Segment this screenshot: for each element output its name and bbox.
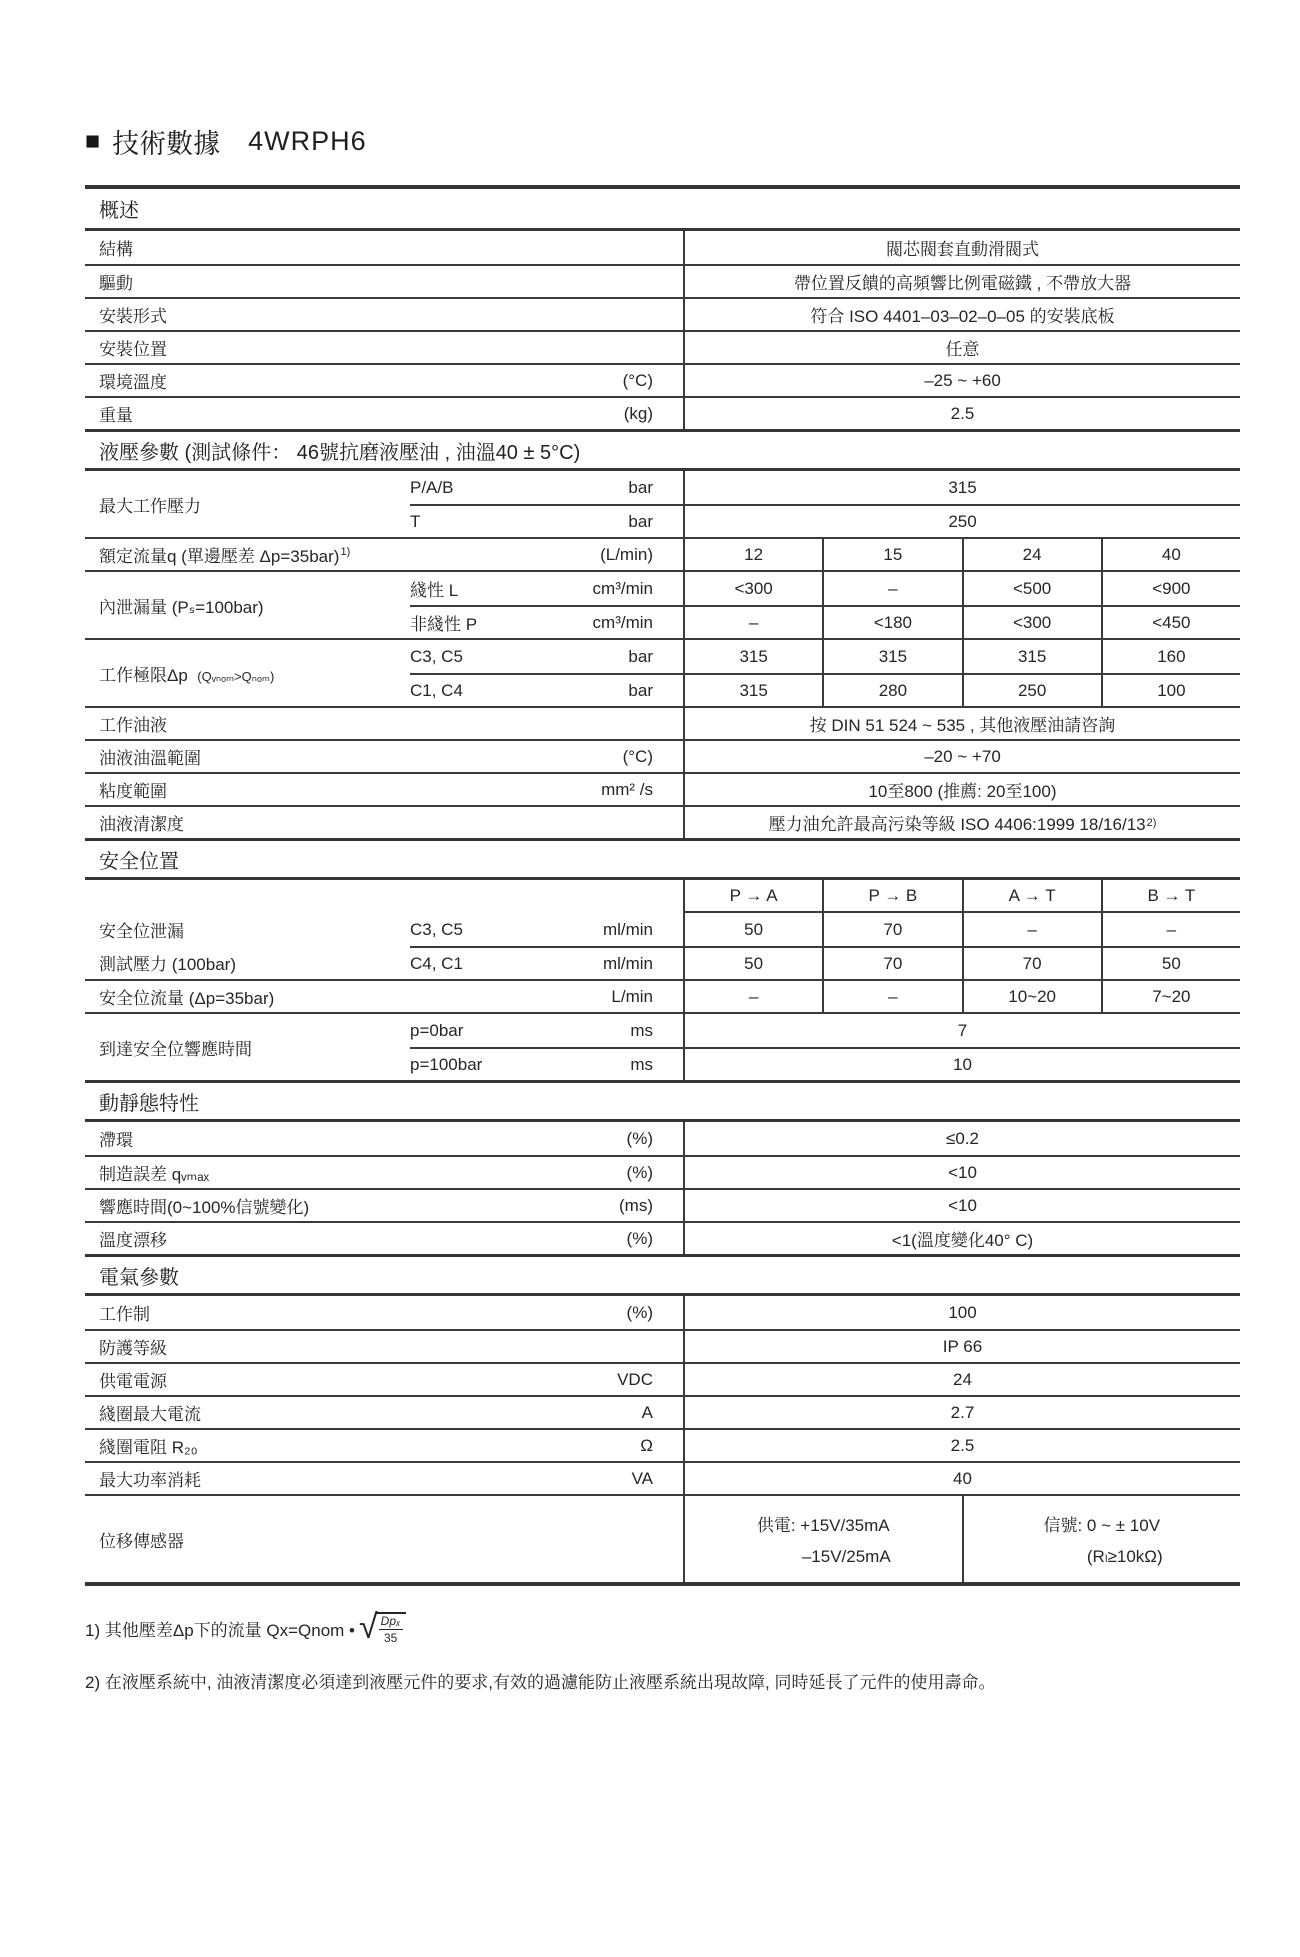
sub-row: [410, 572, 1240, 605]
footnote-1: [85, 1602, 1240, 1654]
row-value-text: 壓力油允許最高污染等級 ISO 4406:1999 18/16/13: [768, 815, 1146, 834]
value-cell: 10~20: [962, 981, 1101, 1012]
row-label-text: 工作極限Δp: [99, 665, 188, 685]
row-value-area: [683, 981, 1240, 1012]
row-left: [85, 1496, 683, 1582]
table-row-response-time-signal: [85, 1188, 1240, 1221]
row-value: –20 ~ +70: [924, 746, 1001, 766]
row-unit: (%): [626, 1302, 653, 1322]
sub-label: p=100bar: [410, 1054, 483, 1074]
table-row-fluid-temp-range: [85, 739, 1240, 772]
datasheet-page: [0, 122, 1300, 1693]
value-cell: <900: [1101, 572, 1240, 605]
row-unit: mm² /s: [601, 779, 653, 799]
footnote-1-text: 1) 其他壓差Δp下的流量 Qx=Qnom •: [85, 1620, 355, 1640]
row-unit: VA: [631, 1468, 653, 1488]
row-value-area: [683, 1223, 1240, 1254]
col-header-a-to-t: A → T: [962, 880, 1101, 911]
value-cell: 70: [822, 913, 961, 946]
table-row-cleanliness: [85, 805, 1240, 838]
row-label: [99, 661, 410, 686]
row-value-area: [683, 231, 1240, 264]
row-value-area: [683, 741, 1240, 772]
table-row-weight: [85, 396, 1240, 429]
row-value-area: [683, 332, 1240, 363]
sensor-signal-cell: [962, 1496, 1241, 1582]
value-cell: 315: [962, 640, 1101, 673]
row-unit: (°C): [622, 746, 653, 766]
row-value: 315: [948, 477, 977, 497]
row-value-area: [683, 1296, 1240, 1329]
row-unit: bar: [628, 646, 653, 666]
row-label: 結構: [99, 240, 133, 259]
group-rows: [410, 640, 1240, 706]
row-label: 重量: [99, 406, 133, 425]
value-cell: 100: [1101, 675, 1240, 706]
table-row-protection-class: [85, 1329, 1240, 1362]
value-cell: <500: [962, 572, 1101, 605]
value-cell: 7~20: [1101, 981, 1240, 1012]
section-title-safety: 安全位置: [85, 838, 1240, 880]
row-left: [85, 365, 683, 396]
table-row-structure: [85, 231, 1240, 264]
value-cell: 250: [962, 675, 1101, 706]
row-group-max-pressure: [85, 471, 1240, 537]
sub-row: [410, 504, 1240, 537]
group-label: [85, 572, 410, 638]
row-value: 帶位置反饋的高頻響比例電磁鐵 , 不帶放大器: [793, 274, 1132, 293]
row-left: [85, 539, 683, 570]
row-value: 10: [953, 1054, 972, 1074]
row-unit: (L/min): [600, 544, 653, 564]
row-label: 安裝形式: [99, 307, 167, 326]
section-title-dynamic: 動靜態特性: [85, 1080, 1240, 1122]
row-left: [85, 332, 683, 363]
value-cell: 315: [739, 680, 768, 700]
row-value: 24: [953, 1369, 972, 1389]
value-cell: 280: [822, 675, 961, 706]
row-label: 內泄漏量 (Pₛ=100bar): [99, 597, 264, 617]
sensor-supply-cell: [685, 1496, 962, 1582]
page-title: [85, 122, 1240, 161]
table-row-position-sensor: [85, 1494, 1240, 1582]
value-cell: –: [822, 981, 961, 1012]
row-left: [85, 981, 683, 1012]
row-label: 驅動: [99, 274, 133, 293]
row-value: 7: [957, 1020, 968, 1040]
row-left: [85, 1397, 683, 1428]
value-cell: 50: [744, 953, 764, 973]
sub-label: 非綫性 P: [410, 615, 478, 634]
spec-table: [85, 185, 1240, 1586]
row-label: 粘度範圍: [99, 782, 167, 801]
value-cell: 315: [739, 646, 768, 666]
row-value-area: [683, 774, 1240, 805]
section-title-overview: 概述: [85, 189, 1240, 231]
row-unit: cm³/min: [592, 612, 653, 632]
row-label: 工作制: [99, 1305, 150, 1324]
row-unit: (kg): [623, 403, 653, 423]
row-unit: (%): [626, 1162, 653, 1182]
value-cell: <450: [1101, 607, 1240, 638]
value-cell: –: [748, 986, 759, 1006]
row-unit: (°C): [622, 370, 653, 390]
row-unit: bar: [628, 511, 653, 531]
row-value-area: [683, 1014, 1240, 1047]
row-left: [85, 1463, 683, 1494]
group-label: [85, 640, 410, 706]
value-cell-size12: 12: [744, 544, 764, 564]
row-label: 工作油液: [99, 716, 167, 735]
sub-label: C4, C1: [410, 953, 463, 973]
row-value-area: [683, 880, 1240, 913]
row-value-area: [683, 675, 1240, 706]
sub-label: C3, C5: [410, 919, 463, 939]
sub-left: [410, 675, 683, 706]
sub-label: p=0bar: [410, 1020, 464, 1040]
row-value-area: [683, 1049, 1240, 1080]
sub-label: C3, C5: [410, 646, 463, 666]
row-label: 制造誤差 qᵥₘₐₓ: [99, 1165, 210, 1184]
row-value-area: [683, 471, 1240, 504]
row-left: [85, 299, 683, 330]
row-left: [85, 1223, 683, 1254]
table-row-mounting-position: [85, 330, 1240, 363]
sub-left: [410, 572, 683, 605]
row-value-area: [683, 1157, 1240, 1188]
row-label: 供電電源: [99, 1372, 167, 1391]
sub-left: [410, 506, 683, 537]
row-value: 40: [953, 1468, 972, 1488]
row-unit: (ms): [619, 1195, 653, 1215]
sub-label: T: [410, 511, 421, 531]
value-cell: <300: [962, 607, 1101, 638]
flow-formula: [359, 1607, 406, 1646]
row-unit: bar: [628, 477, 653, 497]
row-value: 10至800 (推薦: 20至100): [868, 782, 1057, 801]
sub-label: 綫性 L: [410, 581, 459, 600]
row-value: 任意: [945, 340, 980, 359]
sub-left: [410, 948, 683, 979]
row-unit: VDC: [617, 1369, 653, 1389]
row-left: [85, 1122, 683, 1155]
table-row-manufacturing-tolerance: [85, 1155, 1240, 1188]
table-row-supply-voltage: [85, 1362, 1240, 1395]
sub-row: [410, 1047, 1240, 1080]
row-unit: Ω: [640, 1435, 653, 1455]
row-value: <1(溫度變化40° C): [891, 1231, 1034, 1250]
table-row-safety-flow: [85, 979, 1240, 1012]
row-label: 油液油溫範圍: [99, 749, 201, 768]
table-row-max-power: [85, 1461, 1240, 1494]
value-cell-size40: 40: [1101, 539, 1240, 570]
section-title-hydraulic: 液壓參數 (測試條件： 46號抗磨液壓油 , 油溫40 ± 5°C): [85, 429, 1240, 471]
row-label-text: 額定流量q (單邊壓差 Δp=35bar): [99, 547, 340, 566]
row-group-safety-leakage: [85, 880, 1240, 979]
row-left: [85, 398, 683, 429]
row-group-operating-limits: [85, 638, 1240, 706]
row-value: [685, 807, 1240, 838]
sensor-signal-line2: (Rₗ≥10kΩ): [1086, 1547, 1163, 1566]
value-cell: 315: [822, 640, 961, 673]
row-left: [85, 231, 683, 264]
formula-fraction: [376, 1612, 406, 1645]
sub-label: C1, C4: [410, 680, 463, 700]
row-value: –25 ~ +60: [924, 370, 1001, 390]
value-cell: 50: [744, 919, 764, 939]
row-value: 2.7: [950, 1402, 975, 1422]
row-value-area: [683, 299, 1240, 330]
row-unit: (%): [626, 1128, 653, 1148]
row-label: 滯環: [99, 1131, 133, 1150]
row-unit: ms: [630, 1020, 653, 1040]
table-row-duty-cycle: [85, 1296, 1240, 1329]
value-cell: –: [822, 572, 961, 605]
row-value: 100: [948, 1302, 977, 1322]
group-rows: [410, 471, 1240, 537]
sub-left: [410, 471, 683, 504]
value-cell-size15: 15: [822, 539, 961, 570]
row-value-area: [683, 708, 1240, 739]
row-left: [85, 741, 683, 772]
group-rows: [410, 572, 1240, 638]
row-label: 最大功率消耗: [99, 1471, 201, 1490]
row-label: 安裝位置: [99, 340, 167, 359]
row-label: 測試壓力 (100bar): [99, 955, 236, 974]
row-unit: ms: [630, 1054, 653, 1074]
row-left: [85, 1190, 683, 1221]
row-value: <10: [948, 1162, 977, 1182]
sub-row: [410, 673, 1240, 706]
row-label: 安全位流量 (Δp=35bar): [99, 989, 275, 1008]
row-value-area: [683, 398, 1240, 429]
sub-left: [410, 640, 683, 673]
model-number: 4WRPH6: [248, 126, 367, 156]
row-group-leakage: [85, 570, 1240, 638]
row-value: <10: [948, 1195, 977, 1215]
square-bullet-icon: ■: [85, 127, 101, 155]
value-cell: 50: [1101, 948, 1240, 979]
table-row-hysteresis: [85, 1122, 1240, 1155]
row-label: 防護等級: [99, 1339, 167, 1358]
table-row-max-coil-current: [85, 1395, 1240, 1428]
row-left: [85, 1430, 683, 1461]
row-label: 到達安全位響應時間: [99, 1039, 252, 1059]
row-value: ≤0.2: [946, 1128, 979, 1148]
table-row-actuation: [85, 264, 1240, 297]
row-value: 2.5: [950, 403, 975, 423]
row-label: 最大工作壓力: [99, 496, 201, 516]
fraction-denominator: 35: [383, 1630, 398, 1645]
row-value: 250: [948, 511, 977, 531]
row-value-area: [683, 365, 1240, 396]
table-row-mounting-type: [85, 297, 1240, 330]
sensor-signal-line1: 信號: 0 ~ ± 10V: [1043, 1516, 1161, 1535]
table-row-nominal-flow: [85, 537, 1240, 570]
sensor-supply-line1: 供電: +15V/35mA: [756, 1516, 890, 1535]
row-value: 閥芯閥套直動滑閥式: [886, 240, 1039, 259]
value-cell: 70: [962, 948, 1101, 979]
group-label: [85, 880, 410, 979]
value-cell: 70: [822, 948, 961, 979]
footnote-2: 2) 在液壓系統中, 油液清潔度必須達到液壓元件的要求,有效的過濾能防止液壓系統出現故障, 同時延長了元件的使用壽命。: [85, 1673, 996, 1692]
row-label: 位移傳感器: [99, 1531, 184, 1551]
row-value-area: [683, 506, 1240, 537]
row-label: 環境溫度: [99, 373, 167, 392]
row-unit: L/min: [611, 986, 653, 1006]
row-value: 符合 ISO 4401–03–02–0–05 的安裝底板: [810, 307, 1115, 326]
sub-left: [410, 1014, 683, 1047]
row-left: [85, 807, 683, 838]
value-cell: –: [962, 913, 1101, 946]
sub-row: [410, 605, 1240, 638]
row-value-area: [683, 913, 1240, 946]
row-left: [85, 1157, 683, 1188]
sub-label: P/A/B: [410, 477, 454, 497]
group-label: [85, 1014, 410, 1080]
row-value: 按 DIN 51 524 ~ 535 , 其他液壓油請咨詢: [809, 716, 1116, 735]
table-row-viscosity: [85, 772, 1240, 805]
row-value-area: [683, 1397, 1240, 1428]
row-value-area: [683, 1430, 1240, 1461]
sub-left: [410, 913, 683, 946]
row-label: 綫圈最大電流: [99, 1405, 201, 1424]
value-cell: <300: [734, 578, 773, 598]
row-value-area: [683, 1496, 1240, 1582]
row-value: 2.5: [950, 1435, 975, 1455]
square-root-icon: √: [359, 1607, 378, 1646]
footnotes: [85, 1602, 1240, 1693]
col-header-b-to-t: B → T: [1101, 880, 1240, 911]
row-group-response-time: [85, 1012, 1240, 1080]
row-label: 安全位泄漏: [99, 922, 184, 941]
row-left: [85, 1364, 683, 1395]
row-unit: (%): [626, 1228, 653, 1248]
table-row-fluid: [85, 706, 1240, 739]
value-cell: –: [1101, 913, 1240, 946]
table-row-coil-resistance: [85, 1428, 1240, 1461]
column-header-row: [410, 880, 1240, 913]
sub-left: [410, 880, 683, 913]
row-label: [85, 542, 350, 567]
row-unit: cm³/min: [592, 578, 653, 598]
group-rows: [410, 880, 1240, 979]
sub-row: [410, 640, 1240, 673]
table-row-temperature-drift: [85, 1221, 1240, 1254]
row-value-area: [683, 266, 1240, 297]
row-value-area: [683, 1331, 1240, 1362]
row-value-area: [683, 539, 1240, 570]
footnote-ref-1: 1): [340, 546, 351, 559]
row-value-area: [683, 807, 1240, 838]
row-value-area: [683, 948, 1240, 979]
row-value: IP 66: [942, 1336, 983, 1356]
value-cell: <180: [822, 607, 961, 638]
sub-row: [410, 1014, 1240, 1047]
value-cell: 160: [1101, 640, 1240, 673]
row-unit: ml/min: [602, 919, 653, 939]
row-value-area: [683, 1364, 1240, 1395]
sub-row: [410, 913, 1240, 946]
row-label: 響應時間(0~100%信號變化): [99, 1198, 310, 1217]
row-left: [85, 774, 683, 805]
sub-row: [410, 946, 1240, 979]
row-unit: bar: [628, 680, 653, 700]
row-label: 溫度漂移: [99, 1231, 167, 1250]
footnote-ref-2: 2): [1146, 816, 1157, 829]
row-left: [85, 708, 683, 739]
page-title-text: 技術數據: [112, 129, 221, 159]
value-cell: –: [748, 612, 759, 632]
row-label: 綫圈電阻 R₂₀: [99, 1438, 198, 1457]
row-value-area: [683, 572, 1240, 605]
row-left: [85, 1296, 683, 1329]
row-value-area: [683, 1463, 1240, 1494]
fraction-numerator: Dpₓ: [380, 1613, 401, 1628]
row-value-area: [683, 1190, 1240, 1221]
col-header-p-to-b: P → B: [822, 880, 961, 911]
row-value-area: [683, 1122, 1240, 1155]
sensor-supply-line2: –15V/25mA: [801, 1547, 891, 1566]
sub-row: [410, 471, 1240, 504]
table-row-ambient-temp: [85, 363, 1240, 396]
row-unit: A: [641, 1402, 653, 1422]
sub-left: [410, 607, 683, 638]
group-rows: [410, 1014, 1240, 1080]
row-value-area: [683, 607, 1240, 638]
row-unit: ml/min: [602, 953, 653, 973]
row-label-note: (Qᵥₙₒₘ>Qₙₒₘ): [197, 668, 275, 684]
row-left: [85, 266, 683, 297]
value-cell-size24: 24: [962, 539, 1101, 570]
row-left: [85, 1331, 683, 1362]
group-label: [85, 471, 410, 537]
row-label: 油液清潔度: [99, 815, 184, 834]
sub-left: [410, 1049, 683, 1080]
row-value-area: [683, 640, 1240, 673]
section-title-electrical: 電氣參數: [85, 1254, 1240, 1296]
col-header-p-to-a: P → A: [729, 885, 778, 905]
